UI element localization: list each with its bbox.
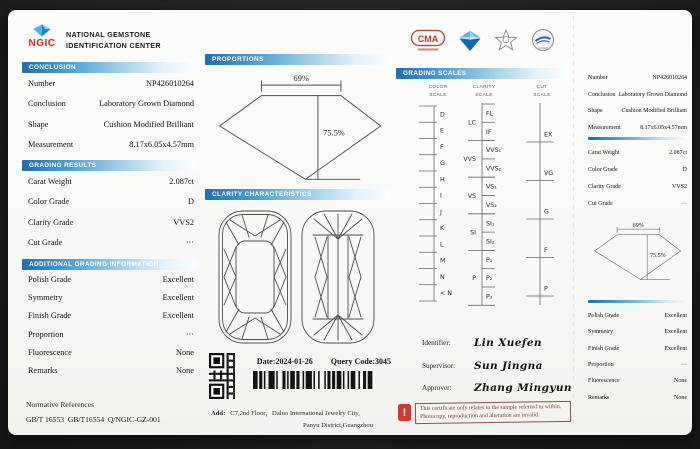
- signature-row: [422, 377, 572, 400]
- field-row: [22, 212, 196, 233]
- stub-additional-rows: [588, 308, 687, 406]
- field-value: Zhang Mingyun: [474, 382, 572, 395]
- certificate: [8, 10, 692, 435]
- ngic-logo: [24, 24, 60, 49]
- svg-text:VVS₂: VVS₂: [486, 165, 502, 173]
- svg-text:VS: VS: [467, 192, 476, 200]
- field-label: Identifier:: [422, 339, 451, 348]
- field-label: Cut Grade: [28, 238, 63, 248]
- field-label: Carat Weight: [588, 149, 620, 156]
- field-row: [588, 389, 687, 405]
- depth-percentage: 75.5%: [323, 128, 345, 138]
- field-label: Cut Grade: [588, 200, 613, 207]
- address-line2: Panyu District,Guangzhou: [303, 421, 373, 429]
- field-row: [22, 307, 196, 325]
- svg-text:VG: VG: [544, 170, 554, 177]
- svg-text:I: I: [440, 192, 442, 200]
- field-value: Laboratory Grown Diamond: [99, 99, 194, 109]
- proportions-diagram: [207, 68, 387, 186]
- qr-code: [209, 353, 235, 399]
- signature-row: [422, 355, 564, 378]
- field-value: 8.17x6.05x4.57mm: [640, 124, 687, 131]
- field-label: Color Grade: [588, 166, 618, 173]
- field-row: [588, 144, 687, 161]
- field-label: Finish Grade: [28, 311, 72, 321]
- field-label: Clarity Grade: [588, 183, 621, 190]
- additional-grading-rows: [22, 270, 196, 380]
- field-label: Color Grade: [28, 197, 70, 207]
- issue-date: Date:2024-01-26: [256, 357, 313, 366]
- svg-text:P₃: P₃: [486, 293, 493, 301]
- field-value: Excellent: [162, 292, 194, 302]
- proportions-section-header: PROPORTIONS: [205, 54, 391, 65]
- field-label: Fluorescence: [588, 378, 620, 385]
- field-label: Remarks: [588, 394, 610, 401]
- org-name: [66, 29, 161, 51]
- date-query-row: [243, 357, 391, 366]
- field-row: [22, 325, 196, 343]
- svg-text:M: M: [440, 257, 446, 265]
- field-value: None: [176, 347, 194, 357]
- field-row: [588, 87, 687, 104]
- field-row: [22, 114, 196, 135]
- field-row: [22, 270, 196, 288]
- field-row: [588, 357, 687, 373]
- field-value: None: [176, 366, 194, 376]
- field-value: NP426010264: [146, 78, 194, 88]
- org-name-line2: IDENTIFICATION CENTER: [66, 41, 161, 51]
- accreditation-logos: [410, 28, 556, 54]
- stub-proportions-diagram: [588, 220, 684, 283]
- disclaimer-text: This certificate only relates to the sample referred to within. Photocopy, reproduction and alteration are invalid.: [415, 401, 571, 425]
- clarity-scale-header: [462, 84, 506, 100]
- svg-text:L: L: [440, 241, 444, 249]
- svg-text:D: D: [440, 111, 445, 119]
- svg-text:VVS: VVS: [463, 156, 476, 164]
- field-row: [22, 94, 196, 115]
- field-row: [588, 341, 687, 357]
- address-block: [211, 408, 387, 432]
- field-label: Symmetry: [28, 292, 63, 302]
- field-value: 8.17x6.05x4.57mm: [129, 140, 194, 150]
- field-label: Symmetry: [588, 329, 613, 336]
- normative-references-title: Normative References: [26, 399, 95, 409]
- field-value: Excellent: [664, 345, 687, 352]
- signature-row: [422, 332, 564, 355]
- field-row: [588, 161, 687, 178]
- svg-text:EX: EX: [544, 131, 553, 139]
- field-label: Remarks: [28, 366, 58, 376]
- grading-scales-diagram: [400, 100, 568, 314]
- left-column: [22, 20, 196, 424]
- svg-text:P₁: P₁: [486, 256, 493, 264]
- field-row: [22, 73, 196, 94]
- svg-text:SI₂: SI₂: [486, 238, 495, 246]
- star-badge-icon: [493, 28, 519, 54]
- date-and-barcode: [243, 357, 391, 394]
- field-row: [22, 343, 196, 361]
- field-label: Polish Grade: [28, 274, 72, 284]
- field-label: Number: [588, 75, 608, 82]
- org-name-line1: NATIONAL GEMSTONE: [66, 30, 151, 39]
- svg-text:N: N: [440, 273, 445, 281]
- additional-grading-section-header: ADDITIONAL GRADING INFORMATION: [22, 259, 196, 270]
- svg-text:G: G: [544, 208, 549, 216]
- clarity-diagram-crown-view: [217, 209, 293, 345]
- field-label: Clarity Grade: [28, 217, 74, 227]
- svg-text:J: J: [440, 208, 442, 216]
- field-label: Measurement: [588, 124, 621, 131]
- query-code: Query Code:3045: [330, 357, 391, 366]
- field-label: Shape: [588, 108, 603, 115]
- field-value: Excellent: [664, 329, 687, 336]
- svg-text:E: E: [440, 127, 444, 135]
- field-label: Conclusion: [28, 99, 66, 109]
- stub-table-percentage: 69%: [632, 222, 644, 229]
- field-row: [588, 195, 687, 212]
- field-label: Supervisor:: [422, 361, 456, 370]
- stub-column: [580, 20, 692, 430]
- cut-scale-header-line2: SCALE: [533, 92, 551, 98]
- field-label: Approver:: [422, 384, 452, 393]
- stub-conclusion-rows: [588, 70, 687, 136]
- cut-scale-header: [520, 84, 564, 100]
- svg-text:H: H: [440, 176, 445, 184]
- svg-text:VS₁: VS₁: [486, 183, 497, 191]
- field-row: [22, 288, 196, 306]
- field-value: ···: [681, 200, 687, 207]
- field-value: Excellent: [664, 313, 687, 320]
- field-value: Cushion Modified Brilliant: [621, 108, 687, 115]
- field-label: Finish Grade: [588, 345, 620, 352]
- field-value: Excellent: [162, 311, 194, 321]
- field-value: Sun Jingna: [474, 359, 543, 372]
- clarity-scale-header-line2: SCALE: [475, 92, 493, 98]
- field-value: None: [674, 378, 687, 385]
- color-scale-header-line1: COLOR: [428, 85, 448, 90]
- field-label: Number: [28, 78, 56, 88]
- stub-depth-percentage: 75.5%: [649, 253, 666, 260]
- address-text-1: C7,2nd Floor，Daluo International Jewelry City,: [230, 410, 360, 417]
- svg-text:VVS₁: VVS₁: [486, 147, 502, 155]
- svg-text:P: P: [472, 275, 476, 283]
- field-label: Proportion: [588, 362, 614, 369]
- clarity-scale-header-line1: CLARITY: [472, 85, 496, 90]
- color-scale-header-line2: SCALE: [429, 92, 447, 98]
- svg-text:CMA: CMA: [417, 33, 439, 44]
- field-label: Polish Grade: [588, 313, 620, 320]
- field-value: VVS2: [173, 217, 194, 227]
- field-label: Carat Weight: [28, 176, 72, 186]
- middle-column: [205, 54, 391, 432]
- stub-divider: [588, 137, 686, 140]
- field-value: Lin Xuefen: [474, 337, 542, 350]
- field-row: [588, 324, 687, 340]
- field-label: Fluorescence: [28, 347, 72, 357]
- grading-scales-section-header: GRADING SCALES: [396, 68, 568, 79]
- svg-text:F: F: [440, 143, 444, 151]
- brand-header: [24, 24, 196, 58]
- conclusion-rows: [22, 73, 196, 155]
- field-row: [588, 178, 687, 195]
- normative-references: [22, 400, 196, 424]
- disclaimer-block: [398, 402, 571, 423]
- field-value: Laboratory Grown Diamond: [618, 91, 687, 98]
- svg-text:P: P: [544, 285, 548, 293]
- field-row: [588, 373, 687, 389]
- color-scale-header: [416, 84, 460, 100]
- field-value: 2.087ct: [669, 149, 687, 156]
- field-value: D: [682, 166, 687, 173]
- field-value: ···: [185, 238, 194, 248]
- field-value: NP426010264: [652, 75, 687, 82]
- scales-column: [396, 20, 574, 435]
- field-label: Shape: [28, 119, 49, 129]
- field-label: Measurement: [28, 140, 74, 150]
- field-row: [588, 308, 687, 324]
- stub-grading-rows: [588, 144, 687, 212]
- address-line1: [211, 408, 387, 420]
- round-badge-icon: [530, 28, 556, 54]
- svg-text:FL: FL: [486, 110, 494, 118]
- field-value: None: [674, 394, 687, 401]
- clarity-characteristics-section-header: CLARITY CHARACTERISTICS: [205, 189, 391, 200]
- svg-text:K: K: [440, 225, 445, 233]
- barcode: [253, 371, 379, 389]
- table-percentage: 69%: [293, 73, 309, 83]
- field-value: Cushion Modified Brilliant: [103, 119, 194, 129]
- grading-results-rows: [22, 171, 196, 253]
- field-row: [22, 361, 196, 379]
- svg-text:SI: SI: [470, 229, 476, 237]
- field-row: [588, 120, 687, 137]
- diamond-logo-icon: [33, 24, 51, 37]
- exclamation-icon: !: [398, 404, 411, 421]
- stub-divider: [588, 300, 686, 303]
- svg-text:SI₁: SI₁: [486, 220, 495, 228]
- cma-logo-icon: [410, 29, 446, 53]
- field-row: [22, 171, 196, 192]
- field-value: VVS2: [671, 183, 687, 190]
- code-row: [209, 353, 391, 399]
- clarity-diagram-pavilion-view: [300, 209, 376, 345]
- grading-results-section-header: GRADING RESULTS: [22, 160, 196, 171]
- signature-block: [422, 332, 572, 400]
- field-row: [588, 70, 687, 87]
- field-value: Excellent: [162, 274, 194, 284]
- field-value: ···: [185, 329, 194, 339]
- svg-text:VS₂: VS₂: [486, 201, 497, 209]
- cut-scale-header-line1: CUT: [536, 85, 548, 90]
- field-row: [22, 233, 196, 254]
- field-label: Proportion: [28, 329, 64, 339]
- field-row: [22, 192, 196, 213]
- address-label: Add:: [211, 410, 226, 417]
- svg-text:LC: LC: [468, 119, 476, 127]
- field-value: D: [188, 197, 194, 207]
- svg-text:IF: IF: [486, 128, 492, 136]
- field-label: Conclusion: [588, 91, 616, 98]
- blue-diamond-logo-icon: [457, 29, 483, 53]
- clarity-plot-diagrams: [217, 209, 391, 345]
- svg-text:G: G: [440, 160, 445, 168]
- normative-references-values: GB/T 16553 GB/T16554 Q/NGIC-GZ-001: [26, 414, 161, 424]
- brand-acronym: NGIC: [28, 38, 56, 49]
- svg-text:P₂: P₂: [486, 275, 493, 283]
- field-value: 2.087ct: [169, 176, 194, 186]
- svg-text:< N: < N: [440, 290, 452, 298]
- field-value: ···: [681, 362, 687, 369]
- field-row: [588, 103, 687, 120]
- svg-text:F: F: [544, 247, 548, 254]
- field-row: [22, 135, 196, 156]
- conclusion-section-header: CONCLUSION: [22, 62, 196, 73]
